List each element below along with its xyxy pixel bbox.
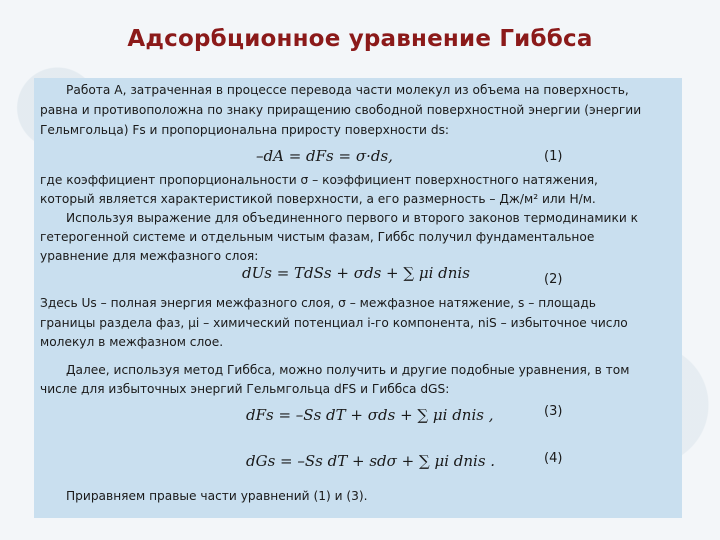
equation-3-number: (3) (544, 404, 563, 419)
text-line: Здесь Us – полная энергия межфазного слоя, σ – межфазное натяжение, s – площадь (40, 296, 596, 310)
equation-2: dUs = TdSs + σds + ∑ μi dnis (242, 264, 470, 282)
equation-3: dFs = –Ss dT + σds + ∑ μi dnis , (246, 406, 494, 424)
text-line: равна и противоположна по знаку приращению свободной поверхностной энергии (энергии (40, 103, 642, 117)
text-line: границы раздела фаз, μi – химический потенциал i-го компонента, niS – избыточное число (40, 316, 628, 330)
text-line: который является характеристикой поверхности, а его размерность – Дж/м² или Н/м. (40, 192, 596, 206)
text-line: уравнение для межфазного слоя: (40, 249, 259, 263)
equation-4-number: (4) (544, 451, 563, 466)
text-line: Работа A, затраченная в процессе перевода части молекул из объема на поверхность, (66, 83, 629, 97)
text-line: Используя выражение для объединенного первого и второго законов термодинамики к (66, 211, 638, 225)
slide-title: Адсорбционное уравнение Гиббса (127, 26, 593, 52)
text-line: молекул в межфазном слое. (40, 335, 224, 349)
text-line: где коэффициент пропорциональности σ – коэффициент поверхностного натяжения, (40, 173, 598, 187)
equation-4: dGs = –Ss dT + sdσ + ∑ μi dnis . (246, 452, 496, 470)
equation-1-number: (1) (544, 149, 563, 164)
text-line: Приравняем правые части уравнений (1) и (3). (66, 489, 368, 503)
text-line: числе для избыточных энергий Гельмгольца dFS и Гиббса dGS: (40, 382, 450, 396)
text-line: гетерогенной системе и отдельным чистым фазам, Гиббс получил фундаментальное (40, 230, 595, 244)
equation-1: –dA = dFs = σ·ds, (256, 147, 393, 165)
text-line: Далее, используя метод Гиббса, можно получить и другие подобные уравнения, в том (66, 363, 630, 377)
equation-2-number: (2) (544, 272, 563, 287)
text-line: Гельмгольца) Fs и пропорциональна приросту поверхности ds: (40, 123, 450, 137)
